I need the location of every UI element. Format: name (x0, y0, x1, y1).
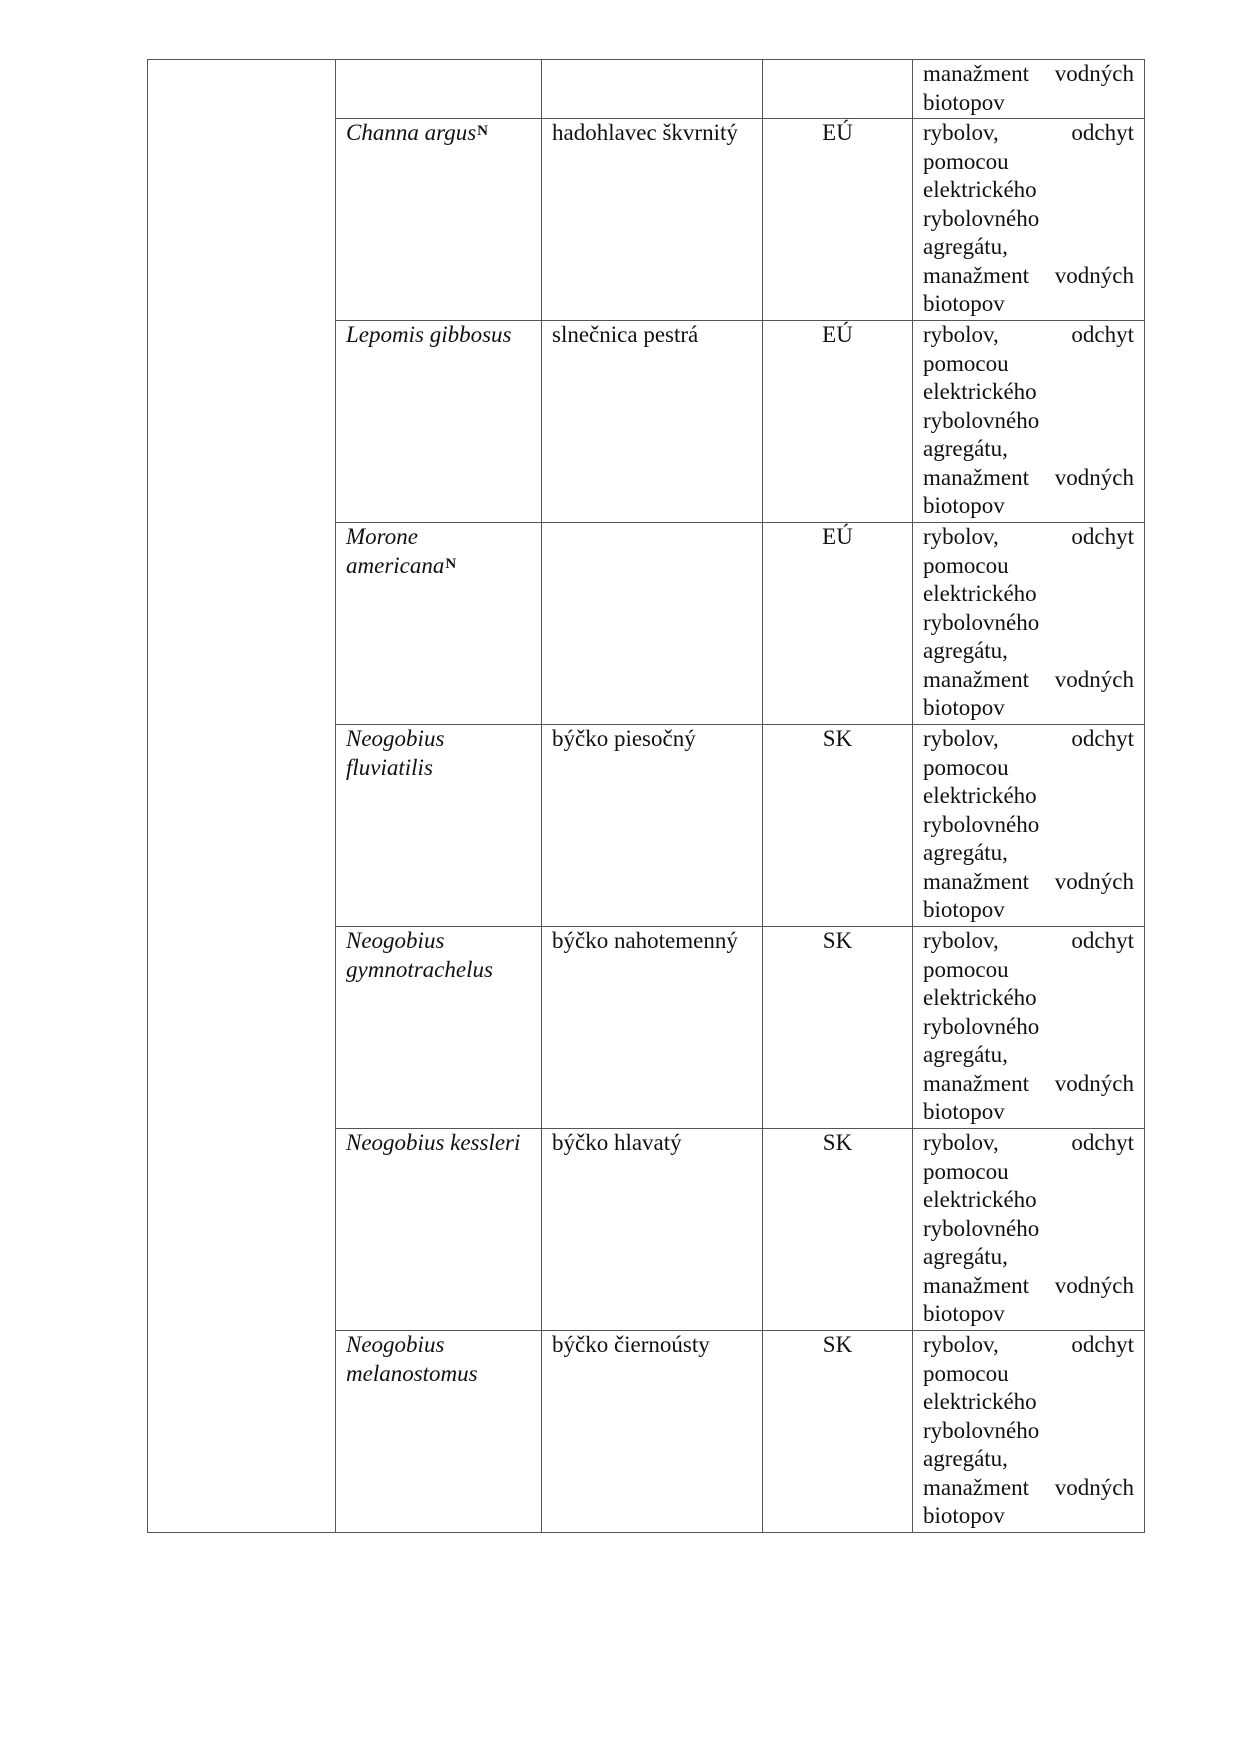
measures-line: agregátu, (923, 234, 1008, 259)
measures-line: manažment vodných (923, 1272, 1134, 1298)
measures-line: biotopov (923, 89, 1005, 115)
region-cell (763, 321, 913, 523)
measures-cell (913, 725, 1145, 927)
measures-line: rybolov, odchyt (923, 524, 1134, 549)
measures-cell (913, 60, 1145, 119)
latin-name: Channa argus (346, 120, 477, 145)
measures-line: rybolovného (923, 811, 1040, 837)
measures-line: biotopov (923, 291, 1005, 316)
region-code: EÚ (822, 322, 853, 347)
measures-line: pomocou (923, 350, 1009, 376)
table-row-continuation (148, 60, 1145, 119)
measures-line: manažment vodných (923, 61, 1134, 86)
measures-cell (913, 1331, 1145, 1533)
measures-line: pomocou (923, 552, 1009, 578)
region-cell (763, 119, 913, 321)
measures-line: biotopov (923, 695, 1005, 720)
latin-name: Morone americana (346, 524, 445, 578)
region-cell (763, 725, 913, 927)
measures-cell (913, 523, 1145, 725)
region-cell (763, 60, 913, 119)
measures-line: rybolovného (923, 609, 1040, 635)
measures-line: pomocou (923, 754, 1009, 780)
common-name: slnečnica pestrá (552, 322, 699, 347)
measures-line: biotopov (923, 493, 1005, 518)
measures-line: rybolovného (923, 1417, 1040, 1443)
common-name: býčko nahotemenný (552, 928, 738, 953)
region-code: SK (822, 726, 853, 751)
measures-line: manažment vodných (923, 1474, 1134, 1500)
common-name-cell (542, 927, 763, 1129)
region-code: SK (822, 1130, 853, 1155)
group-cell (148, 60, 336, 1533)
latin-name-mark: N (445, 555, 457, 572)
measures-line: pomocou (923, 956, 1009, 982)
latin-name-cell (336, 119, 542, 321)
region-code: SK (822, 928, 853, 953)
measures-line: rybolovného (923, 407, 1040, 433)
common-name: býčko piesočný (552, 726, 696, 751)
measures-line: elektrického (923, 1187, 1037, 1212)
measures-line: biotopov (923, 1099, 1005, 1124)
common-name-cell (542, 119, 763, 321)
latin-name-mark: N (477, 123, 488, 139)
measures-line: rybolovného (923, 205, 1040, 231)
measures-line: rybolov, odchyt (923, 1332, 1134, 1357)
latin-name: Neogobius fluviatilis (346, 726, 445, 780)
common-name-cell (542, 725, 763, 927)
measures-line: rybolov, odchyt (923, 322, 1134, 347)
measures-line: rybolovného (923, 1215, 1040, 1241)
latin-name-cell (336, 927, 542, 1129)
latin-name-cell (336, 60, 542, 119)
measures-line: elektrického (923, 783, 1037, 808)
latin-name: Neogobius kessleri (346, 1130, 521, 1155)
measures-line: elektrického (923, 1389, 1037, 1414)
region-code: EÚ (822, 524, 853, 549)
common-name: býčko čiernoústy (552, 1332, 710, 1357)
measures-line: elektrického (923, 379, 1037, 404)
latin-name-cell (336, 321, 542, 523)
common-name-cell (542, 1331, 763, 1533)
region-cell (763, 927, 913, 1129)
latin-name-cell (336, 1129, 542, 1331)
measures-line: elektrického (923, 177, 1037, 202)
measures-line: rybolov, odchyt (923, 1130, 1134, 1155)
common-name-cell (542, 1129, 763, 1331)
latin-name: Lepomis gibbosus (346, 322, 512, 347)
measures-cell (913, 927, 1145, 1129)
measures-line: biotopov (923, 1301, 1005, 1326)
region-code: SK (822, 1332, 853, 1357)
region-cell (763, 523, 913, 725)
measures-line: manažment vodných (923, 868, 1134, 894)
measures-line: pomocou (923, 1360, 1009, 1386)
measures-cell (913, 321, 1145, 523)
latin-name: Neogobius melanostomus (346, 1332, 478, 1386)
region-cell (763, 1129, 913, 1331)
measures-line: rybolov, odchyt (923, 726, 1134, 751)
measures-line: agregátu, (923, 1244, 1008, 1269)
measures-cell (913, 119, 1145, 321)
measures-line: biotopov (923, 897, 1005, 922)
latin-name-cell (336, 523, 542, 725)
measures-line: manažment vodných (923, 1070, 1134, 1096)
measures-line: rybolovného (923, 1013, 1040, 1039)
latin-name: Neogobius gymnotrachelus (346, 928, 493, 982)
measures-line: agregátu, (923, 638, 1008, 663)
region-cell (763, 1331, 913, 1533)
measures-line: manažment vodných (923, 262, 1134, 288)
common-name-cell (542, 60, 763, 119)
measures-line: manažment vodných (923, 464, 1134, 490)
common-name: býčko hlavatý (552, 1130, 682, 1155)
species-table (147, 59, 1145, 1533)
table-body (148, 60, 1145, 1533)
common-name-cell (542, 523, 763, 725)
measures-line: agregátu, (923, 1446, 1008, 1471)
measures-line: elektrického (923, 581, 1037, 606)
measures-line: manažment vodných (923, 666, 1134, 692)
measures-line: agregátu, (923, 840, 1008, 865)
measures-line: elektrického (923, 985, 1037, 1010)
latin-name-cell (336, 1331, 542, 1533)
measures-line: agregátu, (923, 436, 1008, 461)
measures-line: pomocou (923, 1158, 1009, 1184)
measures-line: biotopov (923, 1503, 1005, 1528)
measures-line: pomocou (923, 148, 1009, 174)
latin-name-cell (336, 725, 542, 927)
common-name-cell (542, 321, 763, 523)
measures-line: rybolov, odchyt (923, 928, 1134, 953)
measures-cell (913, 1129, 1145, 1331)
measures-line: agregátu, (923, 1042, 1008, 1067)
common-name: hadohlavec škvrnitý (552, 120, 738, 145)
measures-line: rybolov, odchyt (923, 120, 1134, 145)
region-code: EÚ (822, 120, 853, 145)
